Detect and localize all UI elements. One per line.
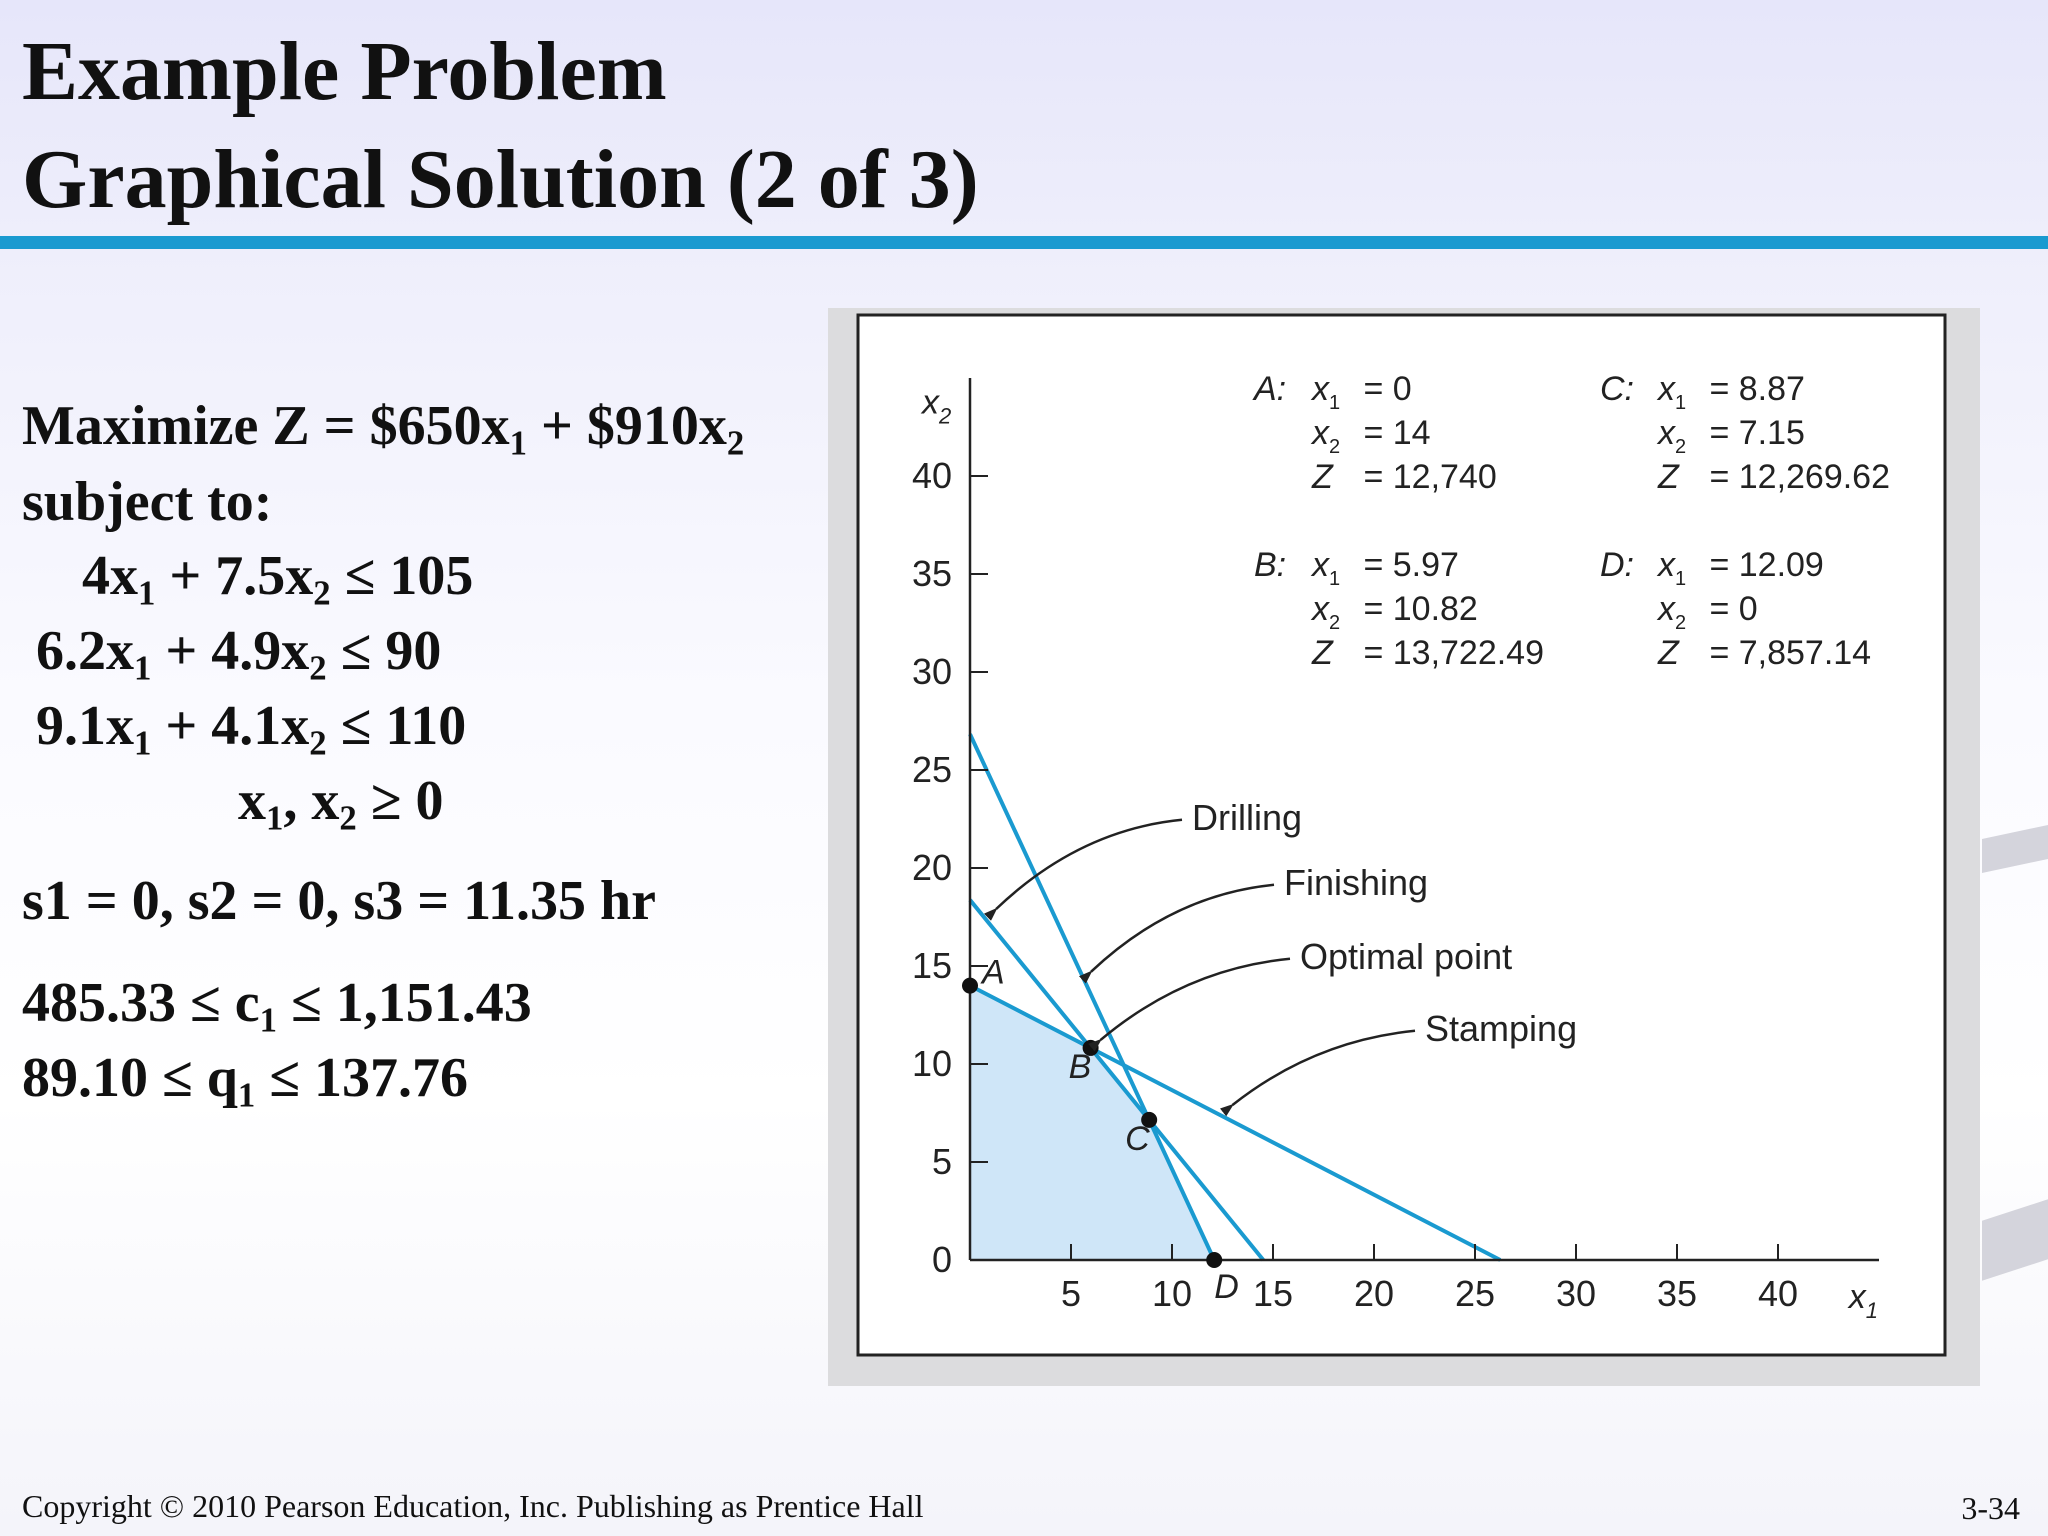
constraint-sub: 1 (266, 798, 284, 838)
constraint-sub: 2 (313, 573, 331, 613)
corner-info-sub: 1 (1675, 392, 1687, 414)
corner-info-label: D: (1600, 546, 1634, 584)
x-axis-label-main: x (1848, 1278, 1866, 1316)
annotation-label: Stamping (1425, 1007, 1578, 1049)
constraint-rhs: ≤ 90 (326, 620, 442, 682)
x-tick-label: 10 (1151, 1273, 1193, 1314)
corner-info-sub: 1 (1329, 568, 1341, 590)
corner-info-value: = 8.87 (1700, 370, 1805, 408)
corner-info-row (1310, 414, 1431, 458)
constraint-term: 6.2x (36, 620, 134, 682)
constraint-term: 9.1x (36, 695, 134, 757)
corner-info-var: x (1312, 414, 1329, 452)
corner-info-sub: 2 (1675, 612, 1687, 634)
annotation-label: Finishing (1284, 861, 1429, 903)
corner-info-var: x (1312, 590, 1329, 628)
corner-info-value: = 12,269.62 (1700, 458, 1891, 496)
title-divider (0, 236, 2048, 249)
corner-info-value: = 7.15 (1700, 414, 1805, 452)
y-tick-label: 35 (911, 553, 952, 594)
objective-sub-1: 1 (509, 423, 527, 463)
decor-stripe-bottom (1982, 1199, 2048, 1280)
range-term: ≤ 1,151.43 (276, 972, 532, 1034)
corner-info-value: = 5.97 (1354, 546, 1459, 584)
corner-info-var: Z (1658, 458, 1679, 496)
slide-title (22, 18, 979, 234)
x-tick-label: 5 (1060, 1273, 1082, 1314)
x-tick-label: 20 (1353, 1273, 1395, 1314)
corner-info-label: B: (1254, 546, 1287, 584)
objective-term-2: + $910x (526, 395, 727, 457)
constraint-sub: 2 (339, 798, 357, 838)
corner-info-var: x (1658, 590, 1675, 628)
corner-info-value: = 12,740 (1354, 458, 1497, 496)
constraint-sub: 1 (134, 648, 152, 688)
title-line-1: Example Problem (22, 25, 667, 118)
corner-info-label: C: (1600, 370, 1634, 408)
corner-info-row (1310, 370, 1412, 414)
corner-info-value: = 10.82 (1354, 590, 1478, 628)
constraint-rhs: ≤ 105 (330, 545, 474, 607)
constraint-sub: 1 (134, 723, 152, 763)
range-sub: 1 (237, 1075, 256, 1115)
decor-stripe-top (1982, 825, 2048, 873)
corner-info-sub: 1 (1329, 392, 1341, 414)
corner-info-var: Z (1312, 634, 1333, 672)
corner-info-var: Z (1658, 634, 1679, 672)
corner-info-label: A: (1254, 370, 1287, 408)
constraint-rhs: ≥ 0 (356, 770, 444, 832)
corner-info-sub: 2 (1329, 612, 1341, 634)
corner-info-var: Z (1312, 458, 1333, 496)
constraint-stamping (36, 695, 467, 763)
corner-info-sub: 2 (1675, 436, 1687, 458)
corner-info-sub: 2 (1329, 436, 1341, 458)
y-tick-label: 20 (911, 847, 952, 888)
corner-info-value: = 7,857.14 (1700, 634, 1872, 672)
y-tick-label: 5 (931, 1141, 952, 1182)
y-tick-label: 30 (911, 651, 952, 692)
objective-coefficient-range (22, 972, 532, 1040)
range-term: 89.10 ≤ q (22, 1047, 238, 1109)
corner-info-var: x (1312, 546, 1329, 584)
y-axis-label-sub: 2 (939, 403, 952, 429)
constraint-term: + 4.1x (151, 695, 310, 757)
corner-info-value: = 12.09 (1700, 546, 1824, 584)
y-tick-label: 40 (911, 455, 952, 496)
constraint-drilling (82, 545, 474, 613)
title-line-2: Graphical Solution (2 of 3) (22, 133, 979, 226)
slack-values: s1 = 0, s2 = 0, s3 = 11.35 hr (22, 870, 657, 932)
x-tick-label: 35 (1656, 1273, 1698, 1314)
range-term: 485.33 ≤ c (22, 972, 260, 1034)
rhs-range (22, 1047, 468, 1115)
corner-info-var: x (1658, 370, 1675, 408)
constraint-term: + 7.5x (155, 545, 314, 607)
constraint-term: 4x (82, 545, 138, 607)
range-sub: 1 (259, 1000, 277, 1040)
corner-info-sub: 1 (1675, 568, 1687, 590)
corner-point-label: D (1214, 1268, 1239, 1306)
x-tick-label: 15 (1252, 1273, 1294, 1314)
constraint-rhs: ≤ 110 (326, 695, 467, 757)
corner-info-value: = 14 (1354, 414, 1431, 452)
constraint-sub: 1 (138, 573, 156, 613)
subject-to-label: subject to: (22, 471, 273, 533)
x-axis-label-sub: 1 (1865, 1298, 1878, 1323)
corner-info-var: x (1312, 370, 1329, 408)
corner-point-label: B (1068, 1047, 1092, 1086)
x-tick-label: 40 (1757, 1273, 1799, 1314)
y-tick-label: 25 (911, 749, 952, 790)
range-term: ≤ 137.76 (255, 1047, 468, 1109)
y-tick-label: 0 (931, 1239, 952, 1280)
corner-info-value: = 0 (1700, 590, 1758, 628)
corner-info-row (1656, 590, 1758, 634)
objective-function (22, 395, 745, 463)
copyright-notice: Copyright © 2010 Pearson Education, Inc. Publishing as Prentice Hall (22, 1488, 924, 1524)
corner-info-var: x (1658, 414, 1675, 452)
corner-point-a (962, 978, 978, 994)
annotation-label: Optimal point (1300, 935, 1513, 977)
y-tick-label: 10 (911, 1043, 952, 1084)
corner-point-d (1206, 1252, 1222, 1268)
constraint-term: + 4.9x (151, 620, 310, 682)
y-tick-label: 15 (911, 945, 952, 986)
corner-info-value: = 0 (1354, 370, 1412, 408)
annotation-label: Drilling (1192, 796, 1303, 838)
corner-point-label: C (1125, 1119, 1150, 1158)
graphical-solution-chart (850, 310, 1950, 1360)
constraint-term: x (238, 770, 266, 832)
objective-sub-2: 2 (726, 423, 745, 463)
constraint-term: , x (283, 770, 340, 832)
corner-info-value: = 13,722.49 (1354, 634, 1545, 672)
y-axis-label-main: x (922, 383, 939, 422)
constraint-finishing (36, 620, 442, 688)
constraint-sub: 2 (309, 723, 327, 763)
corner-point-label: A (982, 953, 1005, 992)
x-tick-label: 30 (1555, 1273, 1597, 1314)
nonnegativity-constraint (238, 770, 444, 838)
x-tick-label: 25 (1454, 1273, 1496, 1314)
objective-term-1: Maximize Z = $650x (22, 395, 510, 457)
constraint-sub: 2 (309, 648, 327, 688)
corner-info-var: x (1658, 546, 1675, 584)
slide-number: 3-34 (1961, 1490, 2020, 1526)
